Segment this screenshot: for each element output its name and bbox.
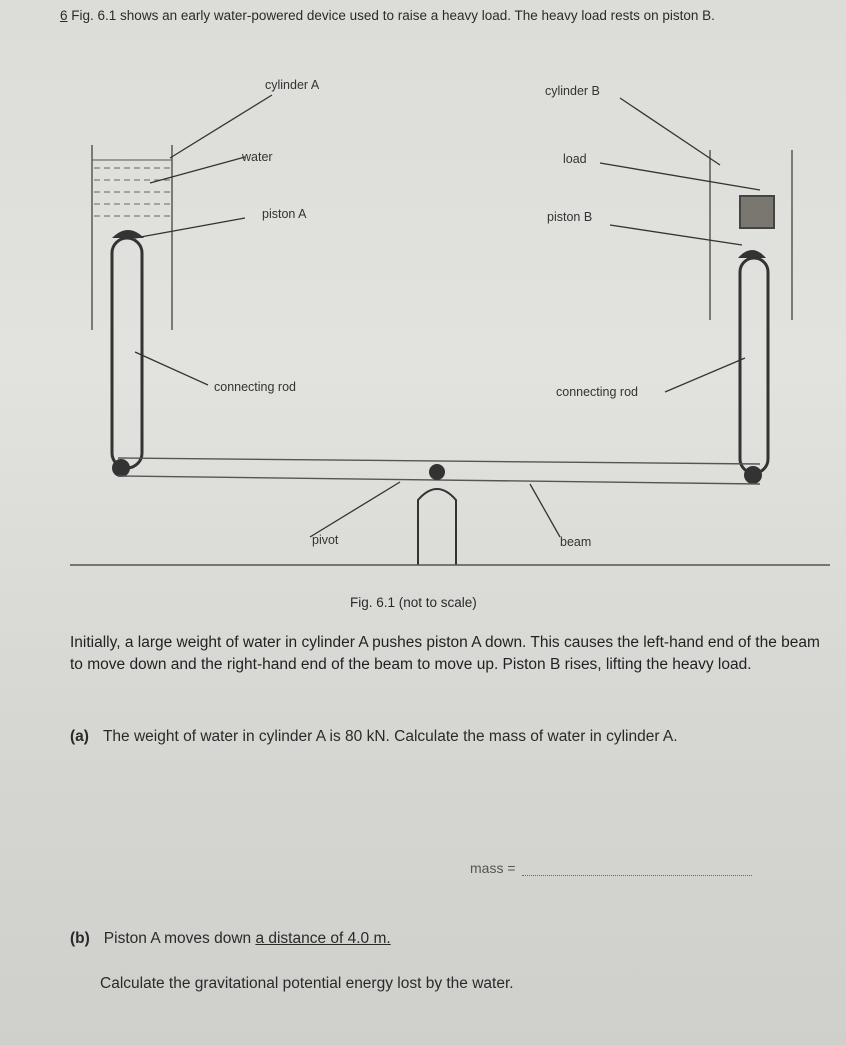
water xyxy=(94,168,170,216)
question-b-instruction: Calculate the gravitational potential energy lost by the water. xyxy=(100,975,514,992)
cylinder-b xyxy=(710,150,792,320)
label-cylinder-a: cylinder A xyxy=(265,78,320,92)
label-pivot: pivot xyxy=(312,533,339,547)
label-beam: beam xyxy=(560,535,592,549)
intro-text: Fig. 6.1 shows an early water-powered device used to raise a heavy load. The heavy load rests on piston B. xyxy=(71,8,715,23)
description-paragraph: Initially, a large weight of water in cylinder A pushes piston A down. This causes the left-hand end of the beam to move down and the right-hand end of the beam to move up. Piston B rises, lifting the heavy load. xyxy=(70,634,820,673)
figure-caption: Fig. 6.1 (not to scale) xyxy=(350,595,477,610)
load xyxy=(740,196,774,228)
question-a-text: The weight of water in cylinder A is 80 kN. Calculate the mass of water in cylinder A. xyxy=(102,728,678,745)
label-piston-b: piston B xyxy=(547,210,593,224)
label-connecting-rod-right: connecting rod xyxy=(556,385,639,399)
answer-a-line[interactable] xyxy=(470,860,752,876)
answer-a-label: mass = xyxy=(470,860,516,876)
label-water: water xyxy=(242,150,273,164)
question-b-part: (b) xyxy=(70,930,90,947)
question-a xyxy=(70,728,678,746)
question-number: 6 xyxy=(60,8,68,23)
label-cylinder-b: cylinder B xyxy=(545,84,600,98)
pivot xyxy=(418,489,456,565)
label-piston-a: piston A xyxy=(262,207,307,221)
question-b-distance: a distance of 4.0 m. xyxy=(255,930,391,947)
connecting-rod-right xyxy=(740,258,768,473)
pivot-point xyxy=(429,464,445,480)
question-b-text: Piston A moves down xyxy=(103,930,256,947)
answer-a-dots[interactable] xyxy=(522,865,752,876)
question-a-part: (a) xyxy=(70,728,89,745)
question-b xyxy=(70,930,391,948)
label-load: load xyxy=(563,152,587,166)
label-connecting-rod-left: connecting rod xyxy=(214,380,297,394)
